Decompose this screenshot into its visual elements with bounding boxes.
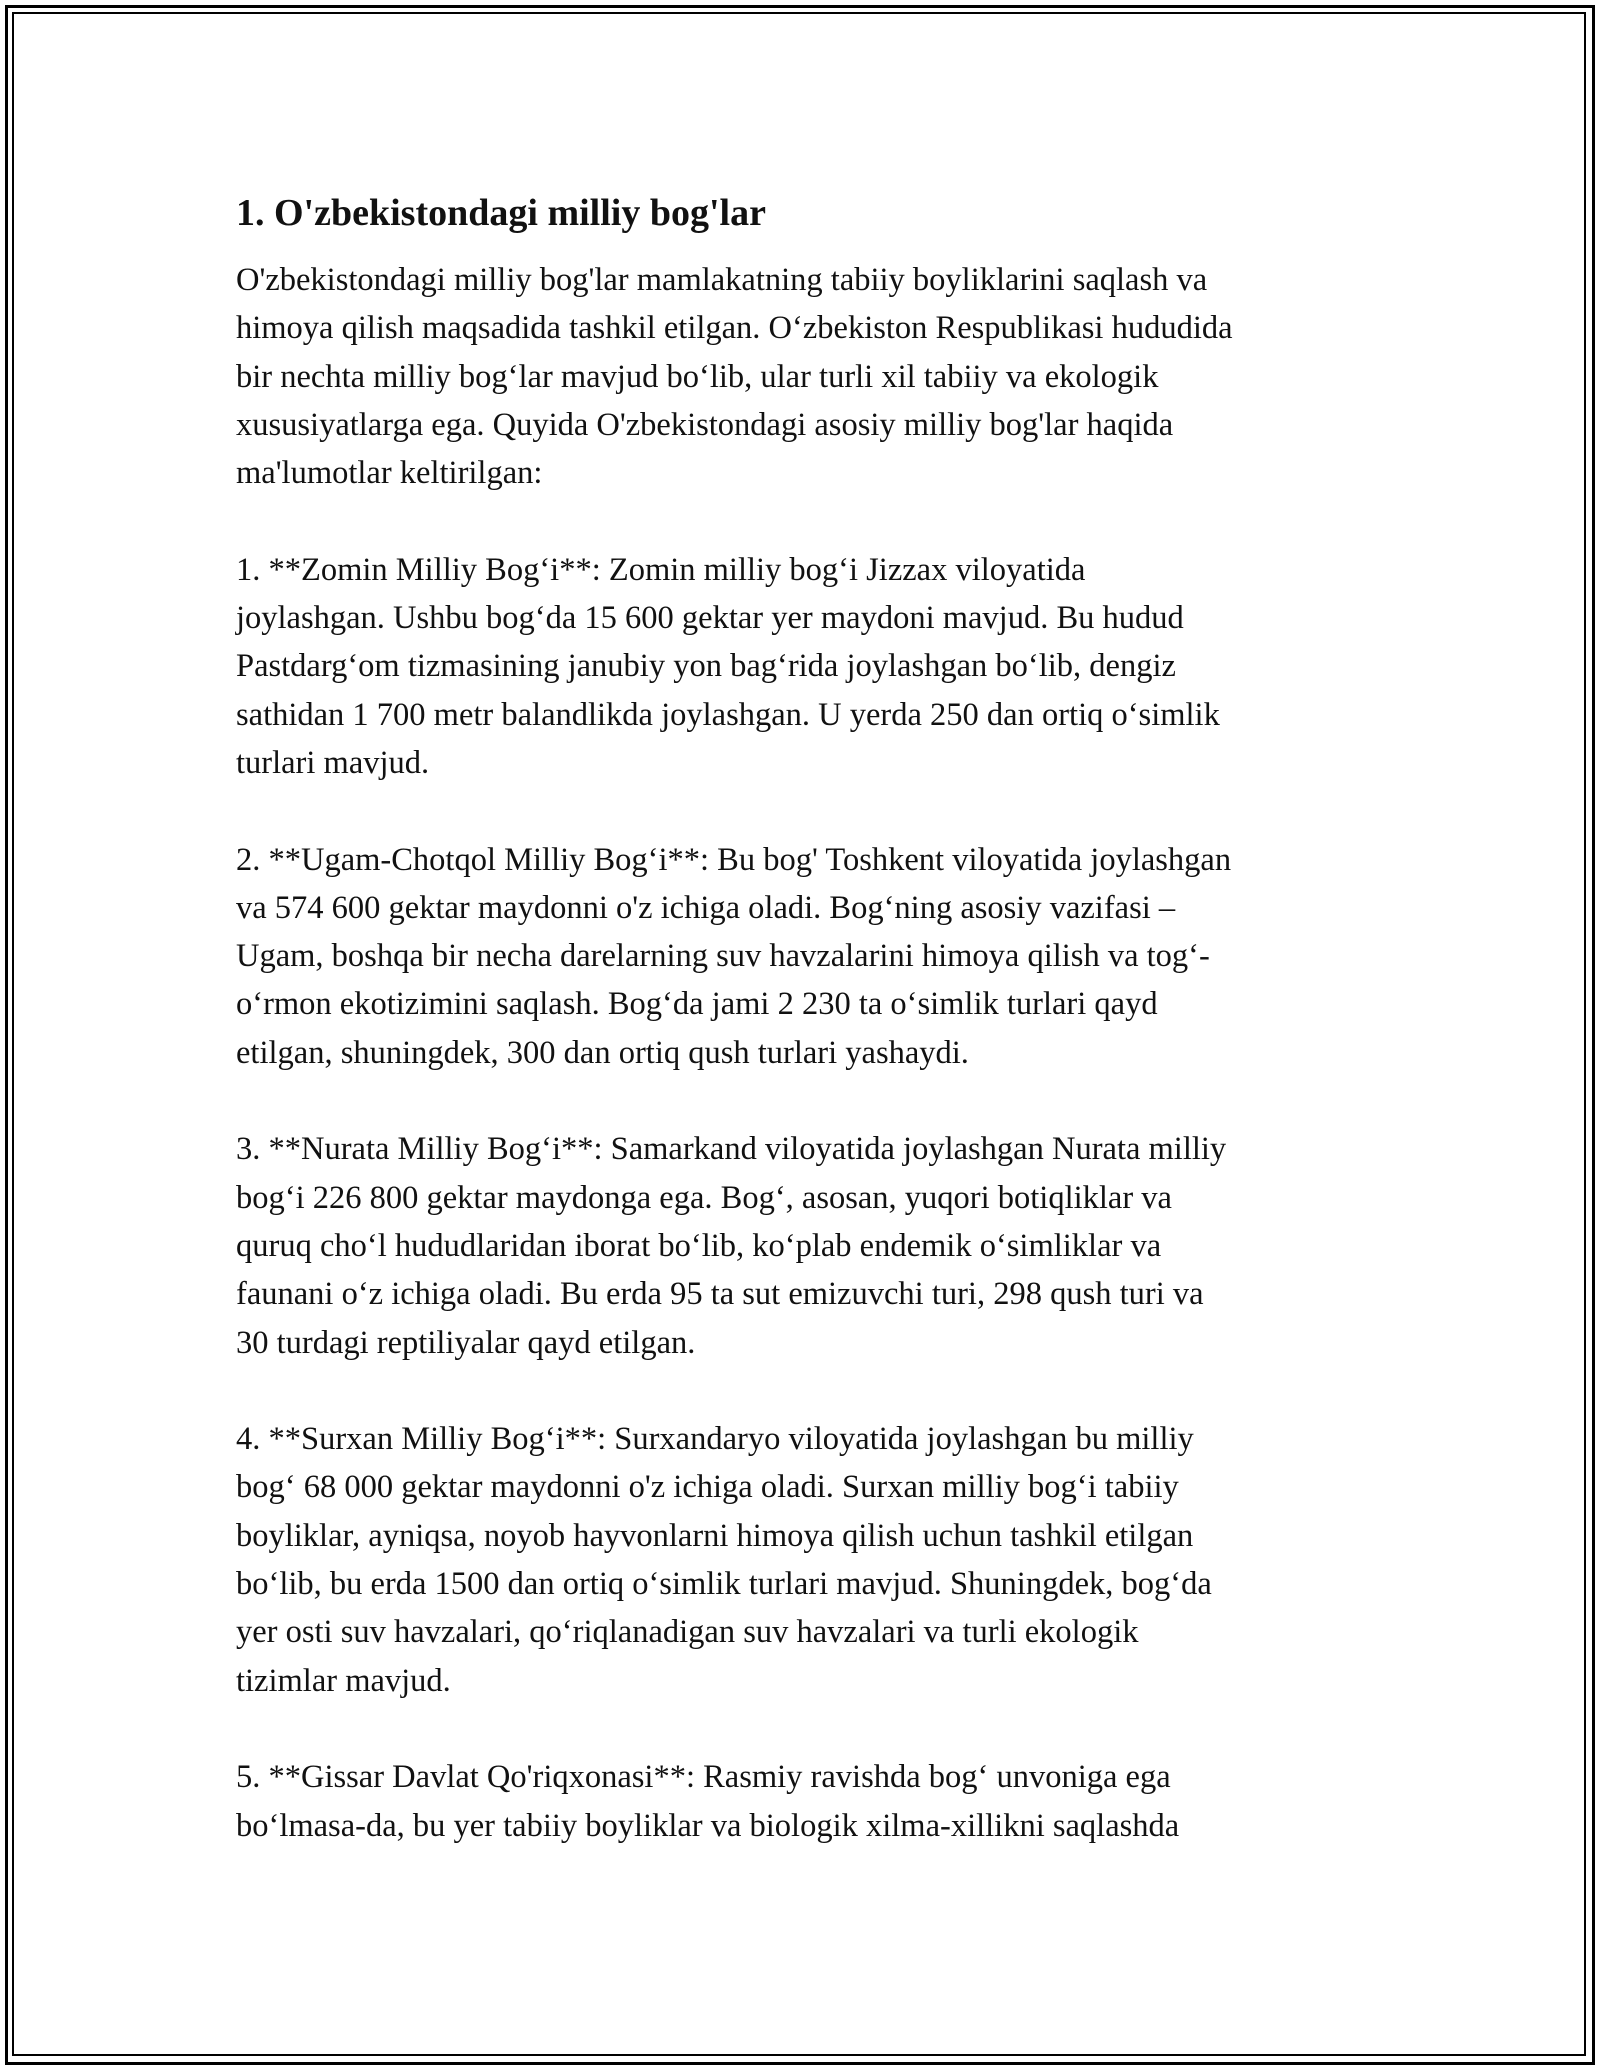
- paragraph-nurata: 3. **Nurata Milliy Bog‘i**: Samarkand viloyatida joylashgan Nurata milliy bog‘i 226 800 gektar maydonga ega. Bog‘, asosan, yuqori botiqliklar va quruq cho‘l hududlaridan iborat bo‘lib, ko‘plab endemik o‘simliklar va faunani o‘z ichiga oladi. Bu erda 95 ta sut emizuvchi turi, 298 qush turi va 30 turdagi reptiliyalar qayd etilgan.: [236, 1131, 1227, 1361]
- paragraph-zomin: 1. **Zomin Milliy Bog‘i**: Zomin milliy bog‘i Jizzax viloyatida joylashgan. Ushbu bog‘da 15 600 gektar yer maydoni mavjud. Bu hudud Pastdarg‘om tizmasining janubiy yon bag‘rida joylashgan bo‘lib, dengiz sathidan 1 700 metr balandlikda joylashgan. U yerda 250 dan ortiq o‘simlik turlari mavjud.: [236, 551, 1220, 781]
- document-body: [236, 188, 1366, 1898]
- section-heading: 1. O'zbekistondagi milliy bog'lar: [236, 192, 766, 234]
- paragraph-ugam-chotqol: 2. **Ugam-Chotqol Milliy Bog‘i**: Bu bog' Toshkent viloyatida joylashgan va 574 600 gektar maydonni o'z ichiga oladi. Bog‘ning asosiy vazifasi – Ugam, boshqa bir necha darelarning suv havzalarini himoya qilish va tog‘- o‘rmon ekotizimini saqlash. Bog‘da jami 2 230 ta o‘simlik turlari qayd etilgan, shuningdek, 300 dan ortiq qush turlari yashaydi.: [236, 841, 1232, 1071]
- intro-paragraph: O'zbekistondagi milliy bog'lar mamlakatning tabiiy boyliklarini saqlash va himoya qilish maqsadida tashkil etilgan. O‘zbekiston Respublikasi hududida bir nechta milliy bog‘lar mavjud bo‘lib, ular turli xil tabiiy va ekologik xususiyatlarga ega. Quyida O'zbekistondagi asosiy milliy bog'lar haqida ma'lumotlar keltirilgan:: [236, 262, 1233, 492]
- paragraph-gissar: 5. **Gissar Davlat Qo'riqxonasi**: Rasmiy ravishda bog‘ unvoniga ega bo‘lmasa-da, bu yer tabiiy boyliklar va biologik xilma-xillikni saqlashda: [236, 1759, 1180, 1844]
- paragraph-surxan: 4. **Surxan Milliy Bog‘i**: Surxandaryo viloyatida joylashgan bu milliy bog‘ 68 000 gektar maydonni o'z ichiga oladi. Surxan milliy bog‘i tabiiy boyliklar, ayniqsa, noyob hayvonlarni himoya qilish uchun tashkil etilgan bo‘lib, bu erda 1500 dan ortiq o‘simlik turlari mavjud. Shuningdek, bog‘da yer osti suv havzalari, qo‘riqlanadigan suv havzalari va turli ekologik tizimlar mavjud.: [236, 1421, 1212, 1699]
